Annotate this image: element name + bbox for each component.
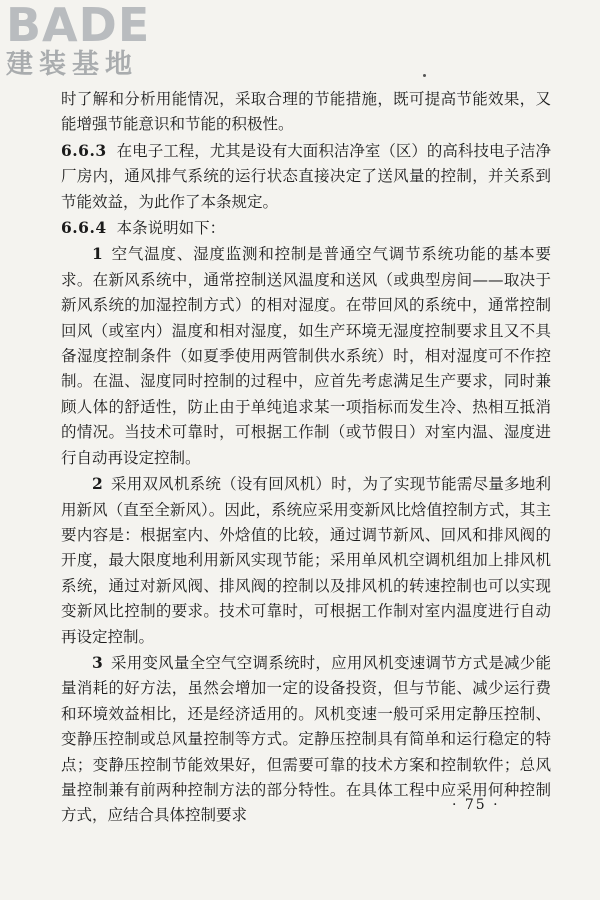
paragraph-text: 空气温度、湿度监测和控制是普通空气调节系统功能的基本要求。在新风系统中，通常控制送风温度和送风（或典型房间——取决于新风系统的加湿控制方式）的相对湿度。在带回风的系统中，通常控制回风（或室内）温度和相对湿度，如生产环境无湿度控制要求且又不具备湿度控制条件（如夏季使用两管制供水系统）时，相对湿度可不作控制。在温、湿度同时控制的过程中，应首先考虑满足生产要求，同时兼顾人体的舒适性，防止由于单纯追求某一项指标而发生冷、热相互抵消的情况。当技术可靠时，可根据工作制（或节假日）对室内温、湿度进行自动再设定控制。 xyxy=(61,245,551,467)
paragraph-continuation xyxy=(61,87,551,138)
paragraph-text: 本条说明如下： xyxy=(116,219,226,238)
item-number: 1 xyxy=(92,244,103,264)
section-number: 6.6.4 xyxy=(61,218,107,238)
paragraph-text: 采用双风机系统（设有回风机）时，为了实现节能需尽量多地利用新风（直至全新风）。因此，系统应采用变新风比焓值控制方式，其主要内容是：根据室内、外焓值的比较，通过调节新风、回风和排风阀的开度，最大限度地利用新风实现节能；采用单风机空调机组加上排风机系统，通过对新风阀、排风阀的控制以及排风机的转速控制也可以实现变新风比控制的要求。技术可靠时，可根据工作制对室内温度进行自动再设定控制。 xyxy=(61,475,551,646)
speck-mark xyxy=(423,74,426,77)
logo-subtitle: 建装基地 xyxy=(6,49,138,80)
paragraph-text: 采用变风量全空气空调系统时，应用风机变速调节方式是减少能量消耗的好方法，虽然会增加一定的设备投资，但与节能、减少运行费和环境效益相比，还是经济适用的。风机变速一般可采用定静压控制、变静压控制或总风量控制等方式。定静压控制具有简单和运行稳定的特点；变静压控制节能效果好，但需要可靠的技术方案和控制软件；总风量控制兼有前两种控制方法的部分特性。在具体工程中应采用何种控制方式，应结合具体控制要求 xyxy=(61,653,551,825)
paragraph-text: 在电子工程，尤其是设有大面积洁净室（区）的高科技电子洁净厂房内，通风排气系统的运行状态直接决定了送风量的控制，并关系到节能效益，为此作了本条规定。 xyxy=(61,141,551,211)
section-6-6-3 xyxy=(61,138,551,215)
bade-logo xyxy=(6,2,176,84)
page-number: · 75 · xyxy=(452,797,500,813)
section-6-6-4 xyxy=(61,215,551,241)
item-number: 3 xyxy=(92,652,103,672)
item-number: 2 xyxy=(92,474,103,494)
logo-wordmark: BADE xyxy=(6,0,151,52)
section-number: 6.6.3 xyxy=(61,140,107,160)
page-body xyxy=(61,87,551,829)
item-1 xyxy=(61,241,551,471)
item-2 xyxy=(61,471,551,650)
paragraph-text: 时了解和分析用能情况，采取合理的节能措施，既可提高节能效果，又能增强节能意识和节能的积极性。 xyxy=(61,90,551,134)
